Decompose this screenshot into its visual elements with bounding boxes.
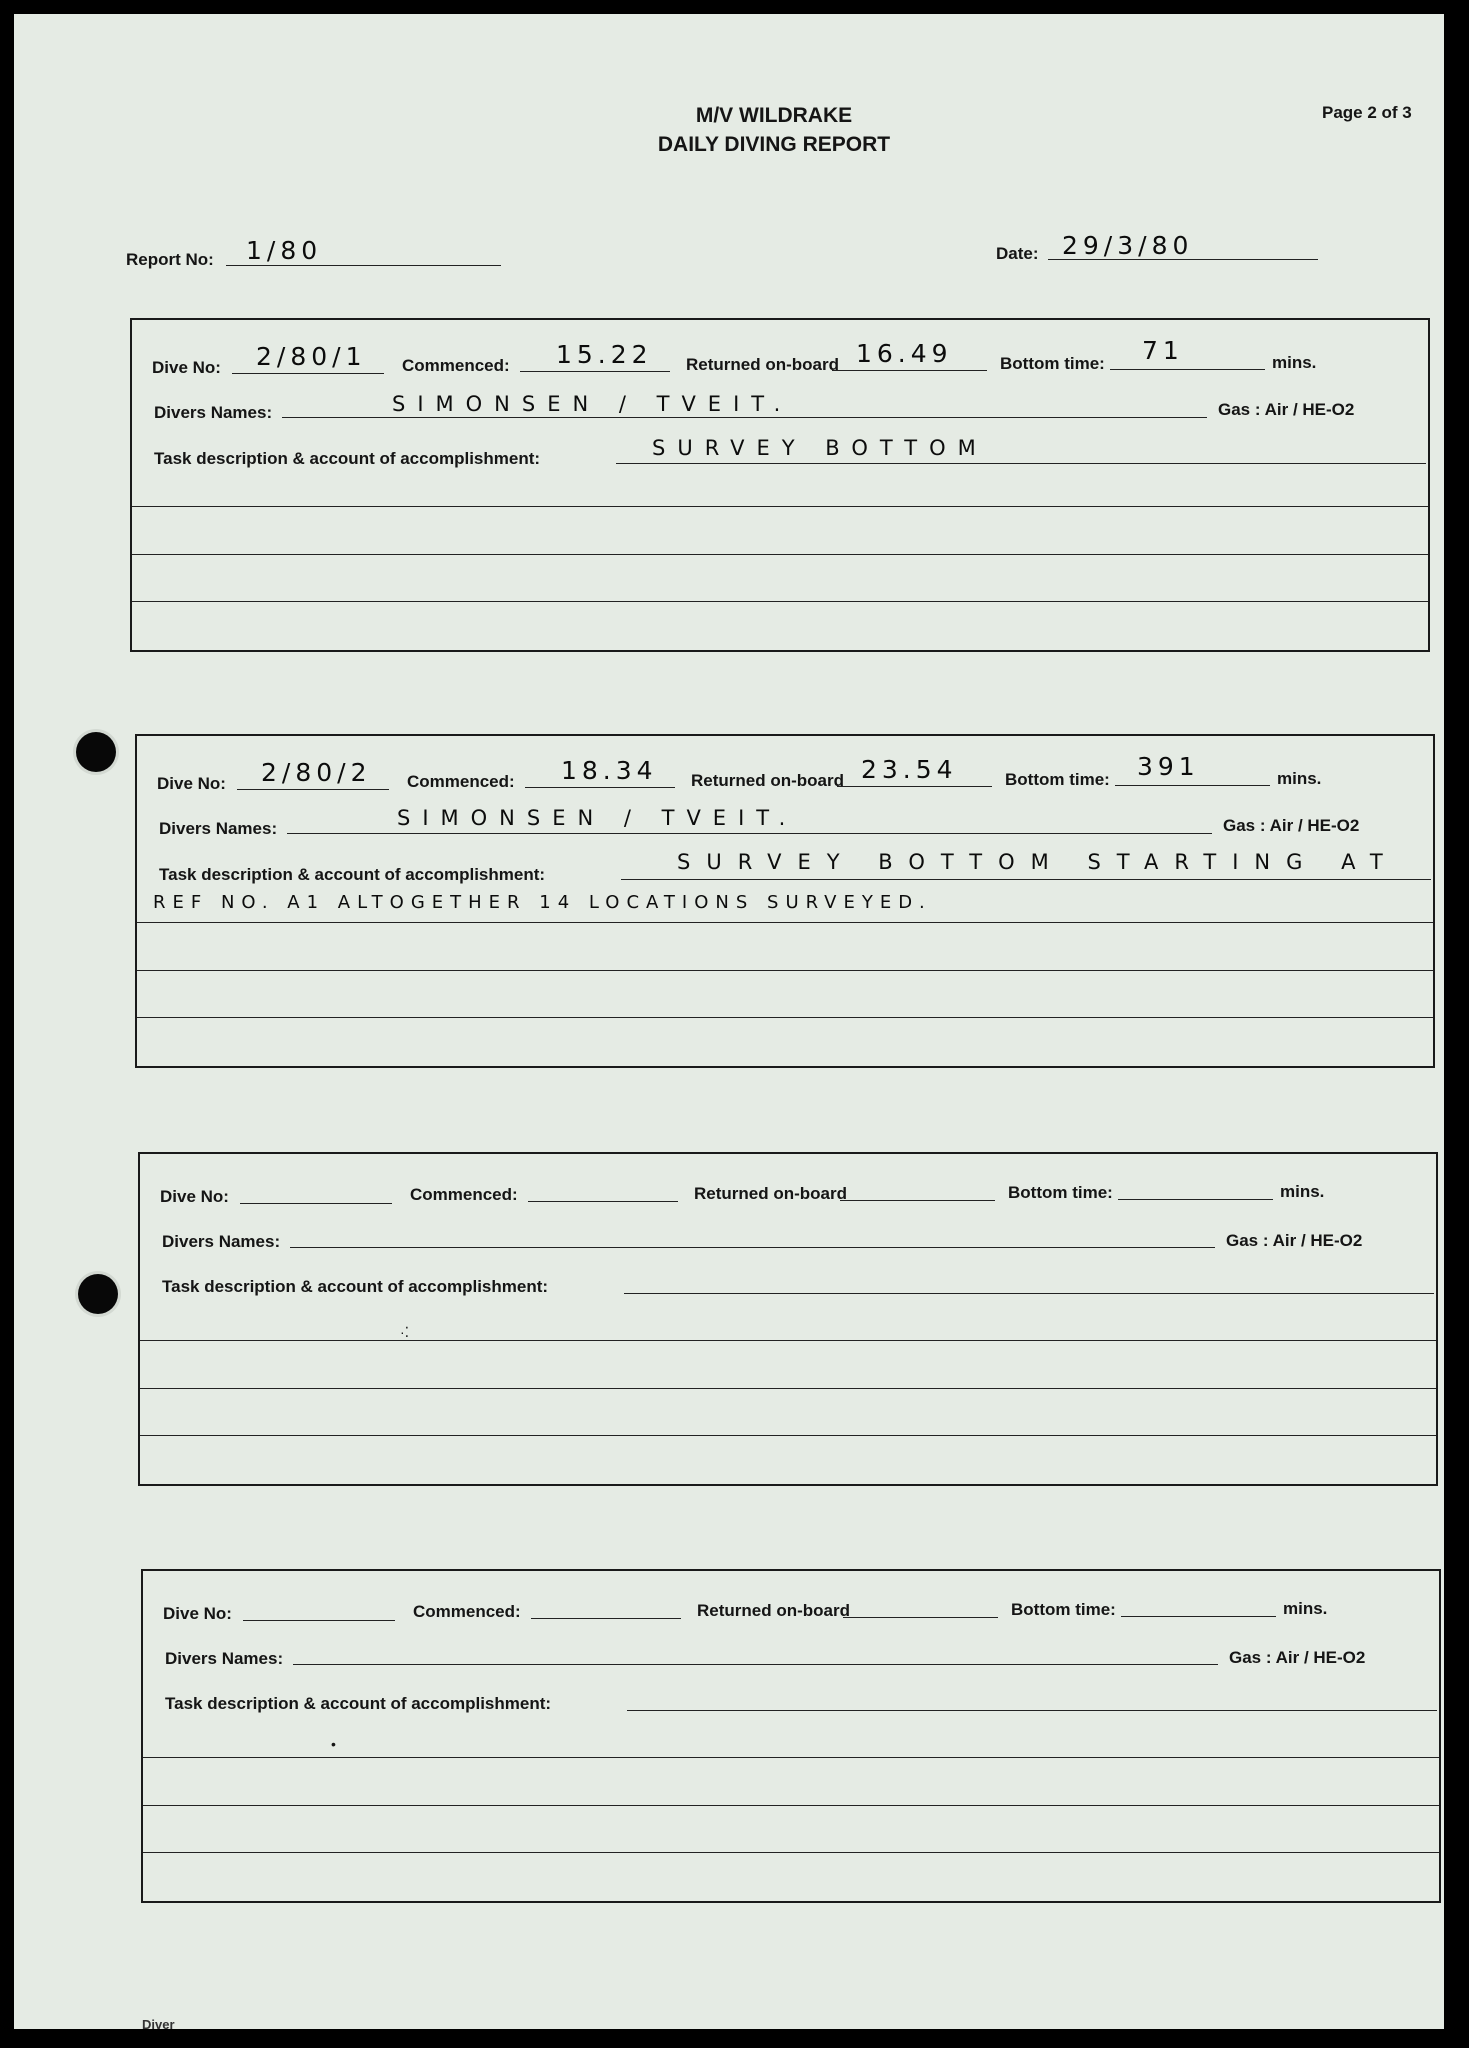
- task-label: Task description & account of accomplishment:: [159, 865, 546, 884]
- punch-hole: [78, 1274, 118, 1314]
- task-line: [616, 463, 1426, 464]
- dive-no-line: [243, 1620, 395, 1621]
- task-line-1: SURVEY BOTTOM: [652, 436, 988, 460]
- task-label: Task description & account of accomplishment:: [162, 1277, 549, 1296]
- commenced-value: 15.22: [556, 340, 653, 369]
- commenced-line: [520, 371, 670, 372]
- report-sheet: [14, 14, 1444, 2032]
- commenced-label: Commenced:: [402, 356, 510, 375]
- report-no-value: 1/80: [246, 236, 323, 265]
- task-line: [627, 1710, 1437, 1711]
- divers-label: Divers Names:: [154, 403, 273, 422]
- report-no-label: Report No:: [126, 250, 214, 269]
- task-line: [621, 879, 1431, 880]
- blank-rule: [140, 1388, 1436, 1389]
- blank-rule: [132, 506, 1428, 507]
- divers-value: SIMONSEN / TVEIT.: [392, 392, 793, 416]
- report-no-line: [226, 265, 501, 266]
- commenced-label: Commenced:: [410, 1185, 518, 1204]
- vessel-name: M/V WILDRAKE: [695, 104, 853, 127]
- stray-mark: ·⁚: [400, 1324, 410, 1340]
- gas-label: Gas : Air / HE-O2: [1229, 1648, 1366, 1667]
- dive-no-value: 2/80/2: [261, 758, 372, 787]
- returned-label: Returned on-board: [686, 355, 839, 374]
- returned-value: 23.54: [861, 755, 958, 784]
- page-number: Page 2 of 3: [1322, 103, 1412, 122]
- returned-label: Returned on-board: [691, 771, 844, 790]
- blank-rule: [143, 1805, 1439, 1806]
- divers-line: [287, 833, 1212, 834]
- blank-rule: [140, 1340, 1436, 1341]
- stray-mark: •: [331, 1736, 336, 1752]
- date-value: 29/3/80: [1062, 231, 1194, 260]
- bottom-time-line: [1118, 1199, 1273, 1200]
- commenced-value: 18.34: [561, 756, 658, 785]
- returned-value: 16.49: [856, 339, 953, 368]
- gas-label: Gas : Air / HE-O2: [1223, 816, 1360, 835]
- gas-label: Gas : Air / HE-O2: [1218, 400, 1355, 419]
- blank-rule: [137, 1017, 1433, 1018]
- blank-rule: [137, 922, 1433, 923]
- returned-label: Returned on-board: [694, 1184, 847, 1203]
- dive-box-1: [130, 318, 1430, 652]
- date-label: Date:: [996, 244, 1039, 263]
- returned-line: [837, 786, 992, 787]
- commenced-line: [525, 787, 675, 788]
- divers-label: Divers Names:: [159, 819, 278, 838]
- commenced-line: [528, 1201, 678, 1202]
- divers-line: [290, 1247, 1215, 1248]
- bottom-time-label: Bottom time:: [1011, 1600, 1116, 1619]
- blank-rule: [140, 1435, 1436, 1436]
- date-line: [1048, 259, 1318, 260]
- dive-no-line: [232, 373, 384, 374]
- bottom-time-value: 391: [1137, 752, 1200, 781]
- dive-no-label: Dive No:: [163, 1604, 232, 1623]
- dive-no-value: 2/80/1: [256, 342, 367, 371]
- blank-rule: [132, 601, 1428, 602]
- task-line-2: REF NO. A1 ALTOGETHER 14 LOCATIONS SURVEYED.: [153, 892, 932, 913]
- task-label: Task description & account of accomplishment:: [165, 1694, 552, 1713]
- dive-no-label: Dive No:: [157, 774, 226, 793]
- dive-box-4: [141, 1569, 1441, 1903]
- dive-no-label: Dive No:: [160, 1187, 229, 1206]
- commenced-label: Commenced:: [407, 772, 515, 791]
- task-label: Task description & account of accomplishment:: [154, 449, 541, 468]
- blank-rule: [143, 1757, 1439, 1758]
- returned-label: Returned on-board: [697, 1601, 850, 1620]
- dive-box-3: [138, 1152, 1438, 1486]
- blank-rule: [137, 970, 1433, 971]
- mins-label: mins.: [1283, 1599, 1328, 1618]
- bottom-time-label: Bottom time:: [1000, 354, 1105, 373]
- divers-label: Divers Names:: [165, 1649, 284, 1668]
- dive-box-2: [135, 734, 1435, 1068]
- returned-line: [843, 1617, 998, 1618]
- commenced-line: [531, 1618, 681, 1619]
- bottom-time-label: Bottom time:: [1008, 1183, 1113, 1202]
- returned-line: [832, 370, 987, 371]
- report-title: DAILY DIVING REPORT: [657, 133, 891, 156]
- commenced-label: Commenced:: [413, 1602, 521, 1621]
- mins-label: mins.: [1277, 769, 1322, 788]
- returned-line: [840, 1200, 995, 1201]
- mins-label: mins.: [1272, 353, 1317, 372]
- dive-no-label: Dive No:: [152, 358, 221, 377]
- footer-partial-text: Diver: [142, 2017, 175, 2032]
- bottom-time-label: Bottom time:: [1005, 770, 1110, 789]
- bottom-time-value: 71: [1142, 336, 1184, 365]
- divers-line: [293, 1664, 1218, 1665]
- punch-hole: [76, 732, 116, 772]
- task-line-1: SURVEY BOTTOM STARTING AT: [677, 850, 1399, 874]
- blank-rule: [143, 1852, 1439, 1853]
- bottom-time-line: [1121, 1616, 1276, 1617]
- dive-no-line: [237, 789, 389, 790]
- task-line: [624, 1293, 1434, 1294]
- mins-label: mins.: [1280, 1182, 1325, 1201]
- gas-label: Gas : Air / HE-O2: [1226, 1231, 1363, 1250]
- bottom-time-line: [1115, 785, 1270, 786]
- divers-line: [282, 417, 1207, 418]
- divers-value: SIMONSEN / TVEIT.: [397, 806, 798, 830]
- dive-no-line: [240, 1203, 392, 1204]
- blank-rule: [132, 554, 1428, 555]
- divers-label: Divers Names:: [162, 1232, 281, 1251]
- bottom-time-line: [1110, 369, 1265, 370]
